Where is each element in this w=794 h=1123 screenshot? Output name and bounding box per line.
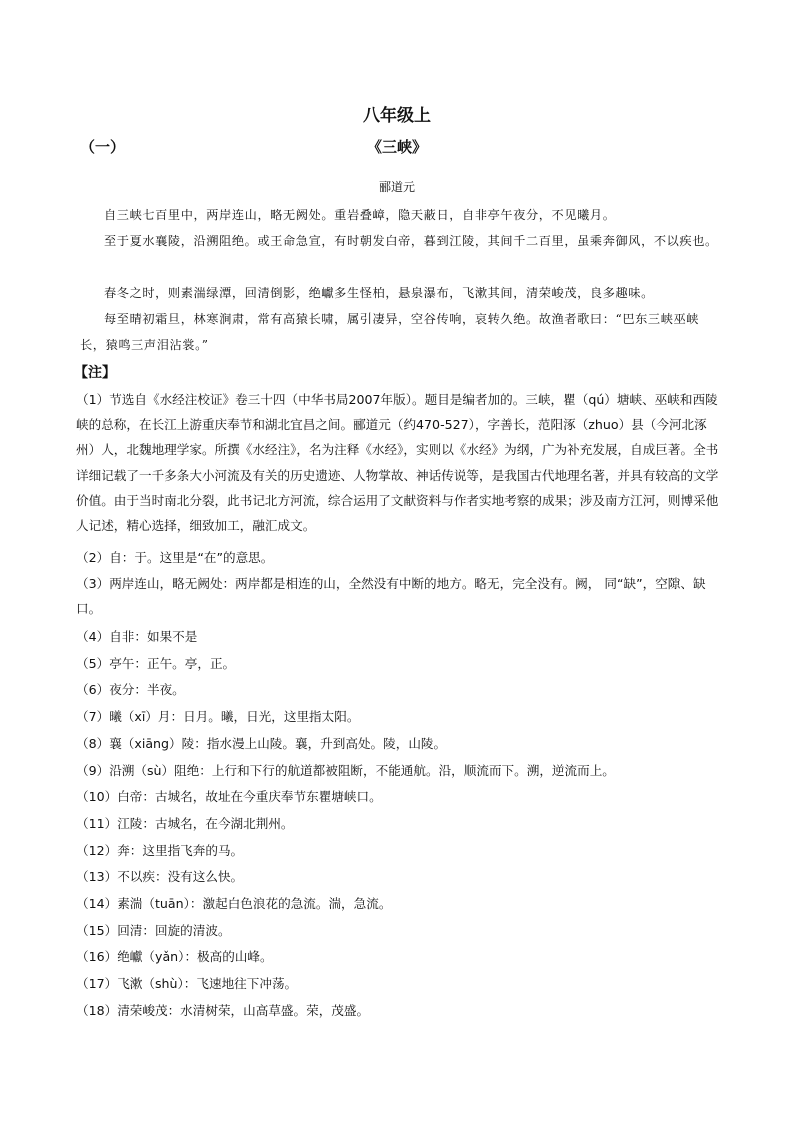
essay-paragraph: 每至晴初霜旦，林寒涧肃，常有高猿长啸，属引凄异，空谷传响，哀转久绝。故渔者歌曰：“巴东三峡巫峡长，猿鸣三声泪沾裳。” [80, 312, 700, 352]
note-item: （5）亭午：正午。亭，正。 [76, 656, 236, 671]
note-item: （11）江陵：古城名，在今湖北荆州。 [76, 816, 294, 831]
note-item: （2）自：于。这里是“在”的意思。 [76, 550, 274, 565]
note-item: （8）襄（xiāng）陵：指水漫上山陵。襄，升到高处。陵，山陵。 [76, 736, 447, 751]
note-item: （4）自非：如果不是 [76, 629, 198, 644]
grade-title: 八年级上 [363, 106, 431, 126]
essay-paragraph: 春冬之时，则素湍绿潭，回清倒影，绝巘多生怪柏，悬泉瀑布，飞漱其间，清荣峻茂，良多趣味。 [104, 286, 654, 300]
essay-paragraph: 至于夏水襄陵，沿溯阻绝。或王命急宣，有时朝发白帝，暮到江陵，其间千二百里，虽乘奔御风，不以疾也。 [104, 234, 718, 248]
note-item: （9）沿溯（sù）阻绝：上行和下行的航道都被阻断，不能通航。沿，顺流而下。溯，逆流而上。 [76, 763, 615, 778]
note-item: （3）两岸连山，略无阙处：两岸都是相连的山，全然没有中断的地方。略无，完全没有。阙， 同“缺”，空隙、缺口。 [76, 576, 706, 617]
note-item: （14）素湍（tuān）：激起白色浪花的急流。湍，急流。 [76, 896, 392, 911]
note-item: （1）节选自《水经注校证》卷三十四（中华书局2007年版）。题目是编者加的。三峡，瞿（qú）塘峡、巫峡和西陵峡的总称，在长江上游重庆奉节和湖北宜昌之间。郦道元（约470-527），字善长，范阳涿（zhuo）县（今河北涿州）人，北魏地理学家。所撰《水经注》，名为注释《水经》，实则以《水经》为纲，广为补充发展，自成巨著。全书详细记载了一千多条大小河流及有关的历史遗迹、人物掌故、神话传说等，是我国古代地理名著，并具有较高的文学价值。由于当时南北分裂，此书记北方河流，综合运用了文献资料与作者实地考察的成果；涉及南方江河，则博采他人记述，精心选择，细致加工，融汇成文。 [76, 392, 719, 534]
note-item: （18）清荣峻茂：水清树荣，山高草盛。荣，茂盛。 [76, 1003, 370, 1018]
note-item: （10）白帝：古城名，故址在今重庆奉节东瞿塘峡口。 [76, 789, 382, 804]
note-item: （16）绝巘（yǎn）：极高的山峰。 [76, 949, 273, 964]
note-item: （17）飞漱（shù）：飞速地往下冲荡。 [76, 976, 298, 991]
note-item: （13）不以疾：没有这么快。 [76, 869, 244, 884]
note-item: （7）曦（xī）月：日月。曦，日光，这里指太阳。 [76, 709, 360, 724]
essay-paragraph: 自三峡七百里中，两岸连山，略无阙处。重岩叠嶂，隐天蔽日，自非亭午夜分，不见曦月。 [104, 208, 616, 222]
note-item: （6）夜分：半夜。 [76, 682, 185, 697]
author-name: 郦道元 [378, 180, 415, 194]
essay-title: 《三峡》 [366, 138, 427, 156]
note-item: （15）回清：回旋的清波。 [76, 923, 231, 938]
note-item: （12）奔：这里指飞奔的马。 [76, 843, 244, 858]
section-number: （一） [80, 138, 126, 156]
notes-heading: 【注】 [74, 365, 116, 381]
